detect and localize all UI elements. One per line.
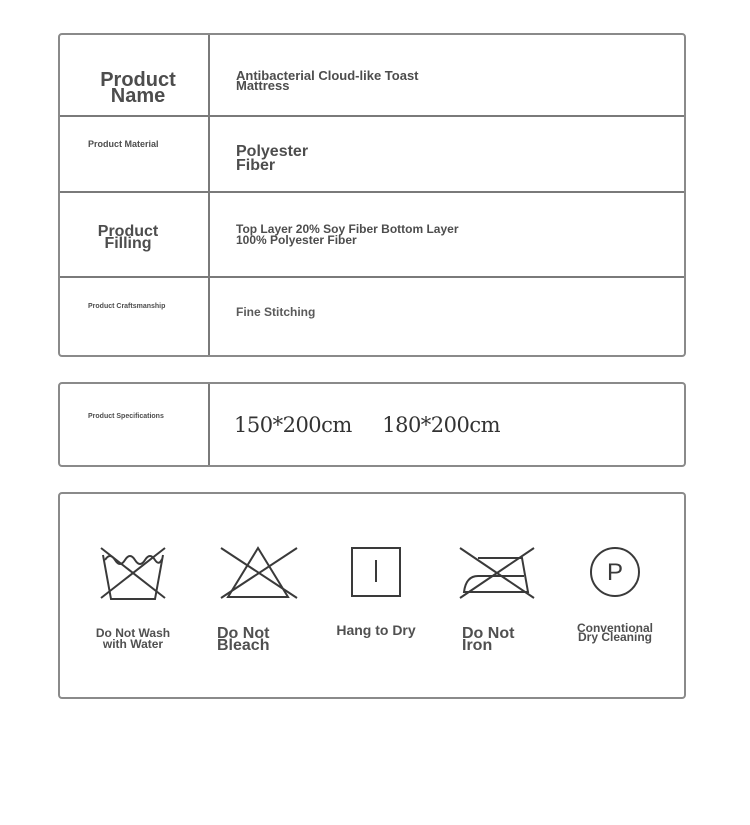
- care-label: Do Not Iron: [462, 625, 515, 654]
- do-not-iron-icon: [454, 542, 540, 602]
- care-label: Do Not Bleach: [217, 625, 270, 654]
- product-craftsmanship-value: Fine Stitching: [236, 305, 316, 319]
- care-label: Do Not Wash with Water: [95, 626, 171, 652]
- size-options: [234, 413, 500, 437]
- care-label: Conventional Dry Cleaning: [576, 621, 653, 645]
- care-item-hang-dry: [326, 542, 426, 637]
- row-divider: [60, 191, 684, 193]
- product-material-label: Product Material: [88, 139, 159, 149]
- product-material-value: Polyester Fiber: [236, 143, 309, 175]
- product-name-label: Product Name: [100, 69, 176, 108]
- care-item-dry-clean: [565, 542, 665, 643]
- svg-text:P: P: [606, 559, 624, 586]
- product-craftsmanship-label: Product Craftsmanship: [88, 303, 166, 310]
- size-option: 180*200cm: [382, 413, 501, 437]
- row-divider: [60, 115, 684, 117]
- product-name-value: Antibacterial Cloud-like Toast Mattress: [236, 68, 419, 94]
- care-instructions-panel: [58, 492, 686, 699]
- spec-table: [58, 33, 686, 357]
- row-divider: [60, 276, 684, 278]
- product-filling-value: Top Layer 20% Soy Fiber Bottom Layer 100% Polyester Fiber: [236, 222, 459, 248]
- column-divider: [208, 35, 210, 355]
- size-option: 150*200cm: [234, 413, 352, 437]
- care-item-no-wash: [83, 542, 183, 651]
- care-label: Hang to Dry: [336, 622, 416, 638]
- product-filling-label: Product Filling: [97, 223, 159, 252]
- do-not-bleach-icon: [215, 542, 301, 602]
- care-item-no-iron: [447, 542, 547, 652]
- column-divider: [208, 384, 210, 465]
- do-not-wash-icon: [95, 542, 171, 602]
- size-table: [58, 382, 686, 467]
- care-item-no-bleach: [208, 542, 308, 652]
- product-specifications-label: Product Specifications: [88, 413, 164, 420]
- dry-clean-icon: [585, 542, 645, 602]
- hang-to-dry-icon: [346, 542, 406, 602]
